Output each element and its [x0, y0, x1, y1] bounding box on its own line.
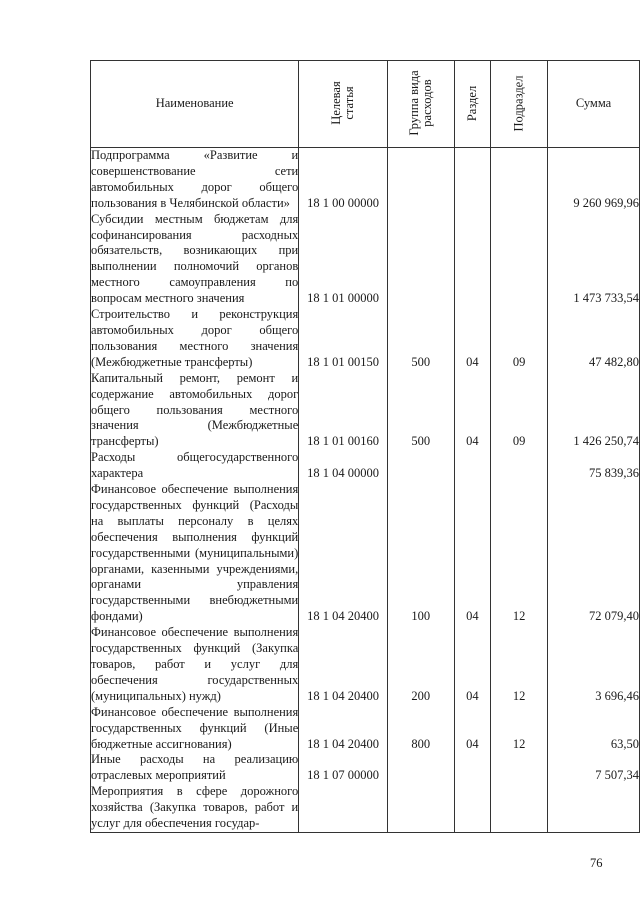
cell-group: 800 — [387, 705, 454, 753]
cell-subsection: 12 — [491, 625, 548, 705]
table-row — [91, 450, 640, 482]
cell-name: Иные расходы на реализацию отраслевых мероприятий — [91, 752, 299, 783]
cell-subsection: 09 — [491, 371, 548, 451]
cell-sum — [548, 784, 640, 832]
cell-section — [454, 450, 490, 482]
header-row — [91, 61, 640, 148]
header-group: Группа вида расходов — [387, 61, 454, 148]
cell-target: 18 1 04 20400 — [299, 625, 388, 705]
header-section: Раздел — [454, 61, 490, 148]
cell-target — [299, 784, 388, 832]
table-row — [91, 752, 640, 784]
cell-sum: 72 079,40 — [548, 482, 640, 625]
cell-section: 04 — [454, 371, 490, 451]
cell-sum: 75 839,36 — [548, 450, 640, 482]
cell-subsection: 09 — [491, 307, 548, 371]
header-name: Наименование — [91, 61, 299, 148]
cell-name: Строительство и реконструкция автомобильных дорог общего пользования местного значения (Межбюджетные трансферты) — [91, 307, 299, 369]
table-row — [91, 307, 640, 371]
budget-table — [90, 60, 640, 833]
cell-subsection — [491, 148, 548, 212]
cell-subsection — [491, 752, 548, 784]
cell-sum: 47 482,80 — [548, 307, 640, 371]
cell-subsection — [491, 450, 548, 482]
cell-name: Финансовое обеспечение выполнения государственных функций (Расходы на выплаты персоналу в целях обеспечения выполнения функций государственными (муниципальными) органами, казенными учреждениями, органами управления государственными внебюджетными фондами) — [91, 482, 299, 624]
header-subsection: Подраздел — [491, 61, 548, 148]
cell-name: Капитальный ремонт, ремонт и содержание автомобильных дорог общего пользования местного значения (Межбюджетные трансферты) — [91, 370, 299, 449]
cell-section: 04 — [454, 307, 490, 371]
cell-sum: 7 507,34 — [548, 752, 640, 784]
cell-target: 18 1 01 00160 — [299, 371, 388, 451]
cell-group — [387, 148, 454, 212]
cell-subsection — [491, 212, 548, 307]
cell-section: 04 — [454, 625, 490, 705]
cell-group: 500 — [387, 307, 454, 371]
table-row — [91, 482, 640, 625]
cell-group — [387, 212, 454, 307]
cell-section — [454, 148, 490, 212]
table-row — [91, 625, 640, 705]
table-row — [91, 212, 640, 307]
cell-target: 18 1 01 00000 — [299, 212, 388, 307]
cell-name: Подпрограмма «Развитие и совершенствование сети автомобильных дорог общего пользования в Челябинской области» — [91, 148, 299, 210]
cell-section: 04 — [454, 705, 490, 753]
cell-target: 18 1 04 20400 — [299, 482, 388, 625]
cell-group — [387, 450, 454, 482]
cell-name: Финансовое обеспечение выполнения государственных функций (Закупка товаров, работ и услуг для обеспечения государственных (муниципальных) нужд) — [91, 625, 299, 703]
table-row — [91, 784, 640, 832]
cell-section — [454, 752, 490, 784]
cell-subsection: 12 — [491, 705, 548, 753]
header-sum: Сумма — [548, 61, 640, 148]
cell-name: Субсидии местным бюджетам для софинансирования расходных обязательств, возникающих при выполнении полномочий органов местного самоуправления по вопросам местного значения — [91, 211, 299, 306]
cell-sum: 1 473 733,54 — [548, 212, 640, 307]
cell-section — [454, 784, 490, 832]
cell-section — [454, 212, 490, 307]
table-row — [91, 705, 640, 753]
cell-name: Мероприятия в сфере дорожного хозяйства (Закупка товаров, работ и услуг для обеспечения государ- — [91, 784, 299, 832]
cell-subsection: 12 — [491, 482, 548, 625]
cell-group — [387, 752, 454, 784]
cell-target: 18 1 00 00000 — [299, 148, 388, 212]
table-row — [91, 371, 640, 451]
cell-name: Расходы общегосударственного характера — [91, 450, 299, 481]
cell-target: 18 1 07 00000 — [299, 752, 388, 784]
header-target: Целевая статья — [299, 61, 388, 148]
cell-target: 18 1 04 00000 — [299, 450, 388, 482]
cell-group: 200 — [387, 625, 454, 705]
cell-name: Финансовое обеспечение выполнения государственных функций (Иные бюджетные ассигнования) — [91, 704, 299, 751]
cell-group — [387, 784, 454, 832]
cell-target: 18 1 01 00150 — [299, 307, 388, 371]
cell-sum: 3 696,46 — [548, 625, 640, 705]
cell-group: 100 — [387, 482, 454, 625]
cell-group: 500 — [387, 371, 454, 451]
page-number: 76 — [590, 856, 603, 870]
cell-sum: 1 426 250,74 — [548, 371, 640, 451]
cell-subsection — [491, 784, 548, 832]
cell-sum: 9 260 969,96 — [548, 148, 640, 212]
cell-target: 18 1 04 20400 — [299, 705, 388, 753]
cell-section: 04 — [454, 482, 490, 625]
table-row — [91, 148, 640, 212]
cell-sum: 63,50 — [548, 705, 640, 753]
